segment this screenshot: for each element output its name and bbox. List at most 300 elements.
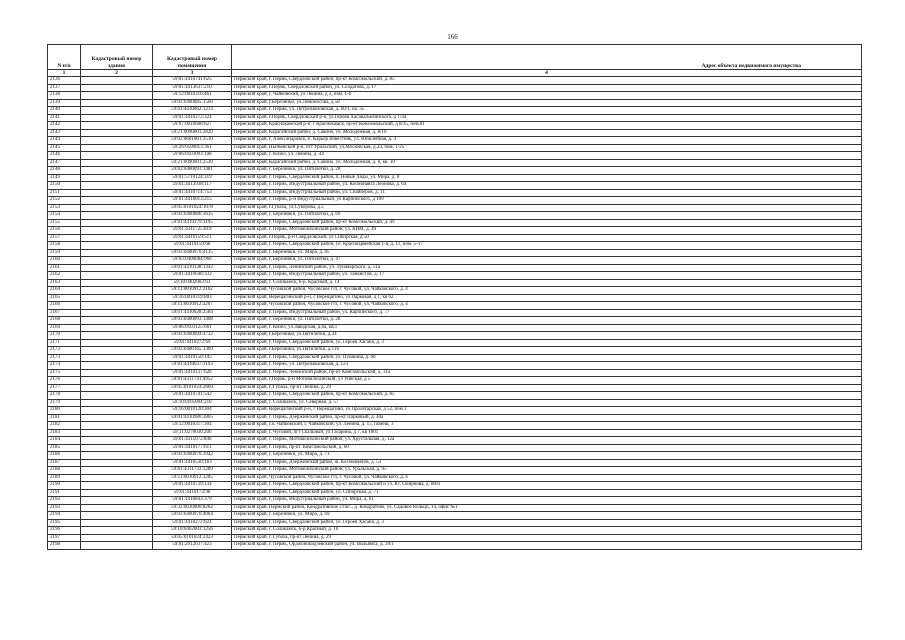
- table-row: [48, 189, 862, 197]
- row-number: 2180: [48, 407, 81, 415]
- address-cell: Пермский край, г. Пермь, Свердловский район, ул. Сибирская, д. 71: [232, 489, 862, 497]
- premises-cadastral-cell: 59:01:4410628:2584: [153, 309, 232, 317]
- row-number: 2184: [48, 437, 81, 445]
- building-cadastral-cell: [81, 534, 153, 542]
- address-cell: Пермский край, г.Пермь, Свердловский район, ул. Солдатова, д. 17: [232, 84, 862, 92]
- row-number: 2185: [48, 444, 81, 452]
- table-row: [48, 242, 862, 250]
- table-row: [48, 437, 862, 445]
- address-cell: Пермский край, г. Пермь, Дзержинский район, пр-кт Парковый, д. 40а: [232, 414, 862, 422]
- table-row: [48, 197, 862, 205]
- row-number: 2190: [48, 482, 81, 490]
- row-number: 2196: [48, 527, 81, 535]
- table-row: [48, 287, 862, 295]
- column-number-row: [48, 70, 862, 77]
- table-row: [48, 182, 862, 190]
- premises-cadastral-cell: 59:03:0400084:966: [153, 257, 232, 265]
- table-row: [48, 362, 862, 370]
- table-header: [48, 45, 862, 77]
- address-cell: Пермский край, Карагайский район, д. Савино, ул. Молодежная, д. 8, кв. 10: [232, 159, 862, 167]
- building-cadastral-cell: [81, 257, 153, 265]
- address-cell: Пермский край, Верещагинский р-н, г Верещагино, ул Парковая, д 1, кв 62: [232, 294, 862, 302]
- premises-cadastral-cell: 59:01:4410986:3865: [153, 414, 232, 422]
- premises-cadastral-cell: 59:21:0090001:2820: [153, 129, 232, 137]
- premises-cadastral-cell: 59:05:0101024:2669: [153, 384, 232, 392]
- building-cadastral-cell: [81, 392, 153, 400]
- address-cell: Пермский край, г.о. Чайковский, г. Чайковский, ул. Ленина, д. 15, помещ. 3: [232, 422, 862, 430]
- building-cadastral-cell: [81, 399, 153, 407]
- building-cadastral-cell: [81, 362, 153, 370]
- table-row: [48, 174, 862, 182]
- premises-cadastral-cell: 59:03:0400076:4135: [153, 249, 232, 257]
- address-cell: Пермский край, г. Пермь, Ленинский район, ул. Луначарского, д. 51а: [232, 264, 862, 272]
- row-number: 2140: [48, 107, 81, 115]
- building-cadastral-cell: [81, 347, 153, 355]
- building-cadastral-cell: [81, 467, 153, 475]
- table-row: [48, 339, 862, 347]
- table-row: [48, 347, 862, 355]
- address-cell: Пермский край, г. Березники, ул. Мира, д. 85: [232, 249, 862, 257]
- premises-cadastral-cell: 59:01:4410173:98: [153, 489, 232, 497]
- table-row: [48, 317, 862, 325]
- premises-cadastral-cell: 59:10:0402003:1256: [153, 527, 232, 535]
- table-row: [48, 279, 862, 287]
- premises-cadastral-cell: 59:01:4410530:183: [153, 459, 232, 467]
- table-row: [48, 489, 862, 497]
- table-row: [48, 129, 862, 137]
- address-cell: Пермский край, г. Березники, ул. Пятилетки, д. 69: [232, 212, 862, 220]
- address-cell: Пермский край, г. Соликамск, ул. Северная, д. 57: [232, 399, 862, 407]
- table-row: [48, 257, 862, 265]
- header-address: Адрес объекта недвижимого имущества: [232, 45, 862, 70]
- table-row: [48, 272, 862, 280]
- building-cadastral-cell: [81, 429, 153, 437]
- table-row: [48, 264, 862, 272]
- row-number: 2174: [48, 362, 81, 370]
- table-row: [48, 227, 862, 235]
- building-cadastral-cell: [81, 512, 153, 520]
- premises-cadastral-cell: 59:03:0400085:1560: [153, 99, 232, 107]
- building-cadastral-cell: [81, 377, 153, 385]
- table-row: [48, 294, 862, 302]
- row-number: 2178: [48, 392, 81, 400]
- premises-cadastral-cell: 59:01:4410037:1193: [153, 362, 232, 370]
- table-row: [48, 324, 862, 332]
- row-number: 2198: [48, 542, 81, 550]
- table-row: [48, 114, 862, 122]
- address-cell: Пермский край, Верещагинский р-н, г Верещагино, ул Пролетарская, д 52, пом 3: [232, 407, 862, 415]
- building-cadastral-cell: [81, 99, 153, 107]
- table-row: [48, 204, 862, 212]
- building-cadastral-cell: [81, 324, 153, 332]
- table-row: [48, 392, 862, 400]
- building-cadastral-cell: [81, 204, 153, 212]
- column-number: 2: [81, 70, 153, 77]
- building-cadastral-cell: [81, 219, 153, 227]
- address-cell: Пермский край, Чусовской район, Чусовское г/п, г. Чусовой, ул. Чайковского, д. 4: [232, 302, 862, 310]
- building-cadastral-cell: [81, 189, 153, 197]
- premises-cadastral-cell: 59:07:0010608:827: [153, 122, 232, 130]
- premises-cadastral-cell: 59:03:0400165:3369: [153, 347, 232, 355]
- premises-cadastral-cell: 59:02:0601001:2510: [153, 137, 232, 145]
- building-cadastral-cell: [81, 497, 153, 505]
- table-row: [48, 309, 862, 317]
- address-cell: Пермский край, г. Пермь, Свердловский район, ул. Пушкина, д. 60: [232, 354, 862, 362]
- building-cadastral-cell: [81, 249, 153, 257]
- table-row: [48, 369, 862, 377]
- building-cadastral-cell: [81, 197, 153, 205]
- row-number: 2189: [48, 474, 81, 482]
- page-number: 166: [447, 33, 458, 41]
- premises-cadastral-cell: 59:11:0010912:3207: [153, 302, 232, 310]
- building-cadastral-cell: [81, 369, 153, 377]
- row-number: 2143: [48, 129, 81, 137]
- premises-cadastral-cell: 59:01:4410741:625: [153, 77, 232, 85]
- premises-cadastral-cell: 59:01:4311725:819: [153, 227, 232, 235]
- address-cell: Пермский край, г. Березники, ул. Пятилетки, д. 28: [232, 317, 862, 325]
- table-row: [48, 519, 862, 527]
- address-cell: Пермский край, г. Березники, ул. Мира, д. 71: [232, 452, 862, 460]
- building-cadastral-cell: [81, 527, 153, 535]
- row-number: 2153: [48, 204, 81, 212]
- address-cell: Пермский край, г. Соликамск, б-р Красный, д. 10: [232, 527, 862, 535]
- address-cell: Пермский край, г. Пермь, Свердловский район, пр-кт Комсомольский и ул. Ю. Смирнова, д. 80/6: [232, 482, 862, 490]
- premises-cadastral-cell: 59:01:4410179:1195: [153, 219, 232, 227]
- table-row: [48, 122, 862, 130]
- row-number: 2138: [48, 92, 81, 100]
- row-number: 2159: [48, 249, 81, 257]
- building-cadastral-cell: [81, 84, 153, 92]
- building-cadastral-cell: [81, 519, 153, 527]
- row-number: 2194: [48, 512, 81, 520]
- row-number: 2171: [48, 339, 81, 347]
- address-cell: Пермский край, г. Пермь, Мотовилихинский район, ул. Уральская, д. 95: [232, 467, 862, 475]
- address-cell: Пермский край, г.Пермь, р-н Свердловский, ул Сибирская, д 50: [232, 234, 862, 242]
- row-number: 2188: [48, 467, 81, 475]
- row-number: 2160: [48, 257, 81, 265]
- row-number: 2142: [48, 122, 81, 130]
- address-cell: Пермский край, г.Березники, ул.Пятилетки, д.34: [232, 332, 862, 340]
- table-row: [48, 212, 862, 220]
- header-premises-cadastral: Кадастровый номер помещения: [153, 45, 232, 70]
- building-cadastral-cell: [81, 504, 153, 512]
- address-cell: Пермский край, г. Чусовой, пгт Скальный, ул Гагарина, д 7, кв 1001: [232, 429, 862, 437]
- building-cadastral-cell: [81, 272, 153, 280]
- building-cadastral-cell: [81, 294, 153, 302]
- row-number: 2157: [48, 234, 81, 242]
- premises-cadastral-cell: 59:01:4410739:134: [153, 482, 232, 490]
- row-number: 2186: [48, 452, 81, 460]
- premises-cadastral-cell: 59:12:0010317:304: [153, 422, 232, 430]
- building-cadastral-cell: [81, 212, 153, 220]
- premises-cadastral-cell: 59:26:0590013:361: [153, 144, 232, 152]
- address-cell: Пермский край, г.Пермь, р-н Мотовилихинский, ул Уинская, д 5: [232, 377, 862, 385]
- address-cell: Пермский край, Чусовской район, Чусовское г/п, г. Чусовой, ул. Чайковского, д. 4: [232, 474, 862, 482]
- building-cadastral-cell: [81, 309, 153, 317]
- address-cell: Пермский край, г. Губаха, пр-кт Ленина, д. 29: [232, 384, 862, 392]
- row-number: 2158: [48, 242, 81, 250]
- address-cell: Пермский край, г. Соликамск, б-р. Красный, д. 14: [232, 279, 862, 287]
- table-body: [48, 77, 862, 550]
- header-num: N п/п: [48, 45, 81, 70]
- building-cadastral-cell: [81, 384, 153, 392]
- premises-cadastral-cell: 59:03:0400093:1481: [153, 167, 232, 175]
- row-number: 2179: [48, 399, 81, 407]
- address-cell: Пермский край, г. Пермь, Свердловский район, ул. Героев Хасана, д. 3: [232, 339, 862, 347]
- row-number: 2136: [48, 77, 81, 85]
- row-number: 2168: [48, 317, 81, 325]
- table-row: [48, 354, 862, 362]
- premises-cadastral-cell: 59:01:4311741:4952: [153, 377, 232, 385]
- building-cadastral-cell: [81, 287, 153, 295]
- premises-cadastral-cell: 59:03:0400076:4064: [153, 512, 232, 520]
- table-row: [48, 399, 862, 407]
- building-cadastral-cell: [81, 317, 153, 325]
- row-number: 2175: [48, 369, 81, 377]
- address-cell: Пермский край, г. Пермь, пр-кт. Комсомольский, д. 60: [232, 444, 862, 452]
- row-number: 2151: [48, 189, 81, 197]
- column-number: 4: [232, 70, 862, 77]
- address-cell: Пермский край, г. Пермь, Свердловский район, пр-кт Комсомольский, д. 49: [232, 219, 862, 227]
- address-cell: Пермский край, г. Губаха, пр-кт Ленина, д. 29: [232, 534, 862, 542]
- premises-cadastral-cell: 59:16:0010120:304: [153, 407, 232, 415]
- address-cell: Пермский край, г.Березники, ул.Ломоносова, д.58: [232, 99, 862, 107]
- table-row: [48, 77, 862, 85]
- table-row: [48, 467, 862, 475]
- premises-cadastral-cell: 59:01:4410648:332: [153, 272, 232, 280]
- building-cadastral-cell: [81, 452, 153, 460]
- address-cell: Пермский край, Чусовской район, Чусовское г/п, г. Чусовой, ул. Чайковского, д. 4: [232, 287, 862, 295]
- address-cell: Пермский край, г. Березники, ул. Пятилетки, д. 47: [232, 257, 862, 265]
- address-cell: Пермский край, г. Пермь, Индустриальный район, ул. Мира, д. 61: [232, 497, 862, 505]
- premises-cadastral-cell: 59:01:4410137:628: [153, 369, 232, 377]
- premises-cadastral-cell: 59:03:0400086:3635: [153, 212, 232, 220]
- table-row: [48, 302, 862, 310]
- row-number: 2146: [48, 152, 81, 160]
- building-cadastral-cell: [81, 264, 153, 272]
- row-number: 2164: [48, 287, 81, 295]
- table-row: [48, 534, 862, 542]
- building-cadastral-cell: [81, 129, 153, 137]
- premises-cadastral-cell: 59:01:4413938:117: [153, 182, 232, 190]
- table-row: [48, 422, 862, 430]
- premises-cadastral-cell: 59:01:4311732:1289: [153, 467, 232, 475]
- table-row: [48, 332, 862, 340]
- building-cadastral-cell: [81, 482, 153, 490]
- premises-cadastral-cell: 59:03:0400076:3942: [153, 452, 232, 460]
- table-row: [48, 444, 862, 452]
- table-row: [48, 377, 862, 385]
- table-row: [48, 512, 862, 520]
- table-row: [48, 167, 862, 175]
- table-row: [48, 384, 862, 392]
- row-number: 2182: [48, 422, 81, 430]
- row-number: 2154: [48, 212, 81, 220]
- premises-cadastral-cell: 59:01:4413637:210: [153, 84, 232, 92]
- table-row: [48, 497, 862, 505]
- building-cadastral-cell: [81, 152, 153, 160]
- address-cell: Пермский край, г. Пермь, Орджоникидзевский район, ул. Вильямса, д. 20/1: [232, 542, 862, 550]
- address-cell: Пермский край, г. Пермь, Ленинский район, пр-кт Комсомольский, д. 31а: [232, 369, 862, 377]
- premises-cadastral-cell: 59:01:4410843:379: [153, 497, 232, 505]
- premises-cadastral-cell: 59:32:0630006:8282: [153, 504, 232, 512]
- premises-cadastral-cell: 59:01:4410177:611: [153, 444, 232, 452]
- table-row: [48, 542, 862, 550]
- table-row: [48, 152, 862, 160]
- building-cadastral-cell: [81, 144, 153, 152]
- table-row: [48, 159, 862, 167]
- row-number: 2191: [48, 489, 81, 497]
- property-register-table: [47, 44, 862, 550]
- table-row: [48, 527, 862, 535]
- building-cadastral-cell: [81, 354, 153, 362]
- row-number: 2148: [48, 167, 81, 175]
- row-number: 2161: [48, 264, 81, 272]
- building-cadastral-cell: [81, 542, 153, 550]
- building-cadastral-cell: [81, 182, 153, 190]
- building-cadastral-cell: [81, 242, 153, 250]
- address-cell: Пермский край, г. Кизел, ул. Ленина, д. 44: [232, 152, 862, 160]
- row-number: 2144: [48, 137, 81, 145]
- address-cell: Пермский край, Пермский район, Кондратовское с/пос., д. Кондратово, ул. Садовое Кольцо, 14, офис №1: [232, 504, 862, 512]
- address-cell: Пермский край, г. Пермь, Индустриальный район, ул. Космонавта Леонова, д. 64: [232, 182, 862, 190]
- premises-cadastral-cell: 59:01:4410159:68: [153, 242, 232, 250]
- row-number: 2162: [48, 272, 81, 280]
- address-cell: Пермский край, г.Губаха, ул.Суворова, д.5: [232, 204, 862, 212]
- premises-cadastral-cell: 59:11:0270030:206: [153, 429, 232, 437]
- column-number: 1: [48, 70, 81, 77]
- row-number: 2166: [48, 302, 81, 310]
- column-number: 3: [153, 70, 232, 77]
- address-cell: Пермский край, Краснокамский р-н, г Краснокамск, пр-кт Комсомольский, д 8/35, пом.81: [232, 122, 862, 130]
- row-number: 2183: [48, 429, 81, 437]
- address-cell: Пермский край, г. Пермь, Индустриальный район, ул. Карпинского, д. 77: [232, 309, 862, 317]
- building-cadastral-cell: [81, 167, 153, 175]
- building-cadastral-cell: [81, 339, 153, 347]
- building-cadastral-cell: [81, 234, 153, 242]
- building-cadastral-cell: [81, 122, 153, 130]
- row-number: 2167: [48, 309, 81, 317]
- row-number: 2192: [48, 497, 81, 505]
- premises-cadastral-cell: 59:10:0105004:218: [153, 399, 232, 407]
- address-cell: Пермский край, г. Березники, ул. Пятилетки, д. 28: [232, 167, 862, 175]
- building-cadastral-cell: [81, 77, 153, 85]
- table-row: [48, 414, 862, 422]
- premises-cadastral-cell: 59:01:4311072:846: [153, 437, 232, 445]
- premises-cadastral-cell: 59:01:2912637:423: [153, 542, 232, 550]
- table-row: [48, 504, 862, 512]
- address-cell: Пермский край, г. Пермь, Свердловский район, пр-кт Комсомольский, д. 85: [232, 77, 862, 85]
- table-row: [48, 137, 862, 145]
- address-cell: Пермский край, г. Пермь, Мотовилихинский район, ул. Хрустальная, д. 12а: [232, 437, 862, 445]
- row-number: 2163: [48, 279, 81, 287]
- row-number: 2172: [48, 347, 81, 355]
- row-number: 2193: [48, 504, 81, 512]
- row-number: 2141: [48, 114, 81, 122]
- building-cadastral-cell: [81, 422, 153, 430]
- row-number: 2147: [48, 159, 81, 167]
- premises-cadastral-cell: 59:01:4410138:1342: [153, 264, 232, 272]
- building-cadastral-cell: [81, 227, 153, 235]
- table-row: [48, 482, 862, 490]
- row-number: 2187: [48, 459, 81, 467]
- row-number: 2137: [48, 84, 81, 92]
- row-number: 2139: [48, 99, 81, 107]
- row-number: 2177: [48, 384, 81, 392]
- row-number: 2173: [48, 354, 81, 362]
- row-number: 2197: [48, 534, 81, 542]
- premises-cadastral-cell: 59:01:4410150:145: [153, 354, 232, 362]
- table-row: [48, 107, 862, 115]
- building-cadastral-cell: [81, 92, 153, 100]
- address-cell: Пермский край, г. Березники, ул. Мира, д. 69: [232, 512, 862, 520]
- premises-cadastral-cell: 59:01:4416013:215: [153, 197, 232, 205]
- table-row: [48, 429, 862, 437]
- row-number: 2156: [48, 227, 81, 235]
- building-cadastral-cell: [81, 489, 153, 497]
- address-cell: Пермский край, г.Березники, ул.Пятилетки, д.116: [232, 347, 862, 355]
- building-cadastral-cell: [81, 437, 153, 445]
- row-number: 2150: [48, 182, 81, 190]
- premises-cadastral-cell: 59:12:0010316:461: [153, 92, 232, 100]
- building-cadastral-cell: [81, 159, 153, 167]
- row-number: 2169: [48, 324, 81, 332]
- premises-cadastral-cell: 59:01:4410159:511: [153, 234, 232, 242]
- building-cadastral-cell: [81, 137, 153, 145]
- premises-cadastral-cell: 59:10:0402003:61: [153, 279, 232, 287]
- building-cadastral-cell: [81, 474, 153, 482]
- address-cell: Пермский край, г. Пермь, ул. Петропавловская, д. 123: [232, 362, 862, 370]
- address-cell: Пермский край, г.Пермь, Свердловский р-н, ул Героев Хасана/Белинского, д 1/44: [232, 114, 862, 122]
- premises-cadastral-cell: 59:01:4410272:69: [153, 339, 232, 347]
- building-cadastral-cell: [81, 407, 153, 415]
- address-cell: Пермский край, г. Пермь, ул. Петропавловская, д. 60/1, кв. 35: [232, 107, 862, 115]
- table-row: [48, 99, 862, 107]
- premises-cadastral-cell: 59:03:0400093:1408: [153, 317, 232, 325]
- table-row: [48, 234, 862, 242]
- row-number: 2152: [48, 197, 81, 205]
- premises-cadastral-cell: 59:01:4410741:542: [153, 392, 232, 400]
- premises-cadastral-cell: 59:01:4410272:824: [153, 519, 232, 527]
- address-cell: Пермский край, г. Пермь, Свердловский район, пр-кт Комсомольский, д. 85: [232, 392, 862, 400]
- row-number: 2195: [48, 519, 81, 527]
- table-row: [48, 92, 862, 100]
- address-cell: Пермский край, г. Кизел, ул.Заводская, д.6а, кв.1: [232, 324, 862, 332]
- premises-cadastral-cell: 59:05:0101024:2423: [153, 534, 232, 542]
- premises-cadastral-cell: 59:06:0103125:661: [153, 324, 232, 332]
- premises-cadastral-cell: 59:01:4410714:753: [153, 189, 232, 197]
- premises-cadastral-cell: 59:03:0400094:4732: [153, 332, 232, 340]
- table-row: [48, 144, 862, 152]
- address-cell: Пермский край, Карагайский район, д. Савино, ул. Молодежная, д. 8/10: [232, 129, 862, 137]
- premises-cadastral-cell: 59:16:0010319:803: [153, 294, 232, 302]
- premises-cadastral-cell: 59:06:0103093:108: [153, 152, 232, 160]
- building-cadastral-cell: [81, 174, 153, 182]
- row-number: 2181: [48, 414, 81, 422]
- premises-cadastral-cell: 59:05:0101024:1078: [153, 204, 232, 212]
- building-cadastral-cell: [81, 114, 153, 122]
- premises-cadastral-cell: 59:21:0090001:2530: [153, 159, 232, 167]
- row-number: 2176: [48, 377, 81, 385]
- address-cell: Пермский край, г. Пермь, Свердловский район, ул. Героев Хасана, д. 3: [232, 519, 862, 527]
- address-cell: Пермский край, г. Пермь, Индустриальный район, ул. Танкистов, д. 17: [232, 272, 862, 280]
- row-number: 2149: [48, 174, 81, 182]
- header-row: [48, 45, 862, 70]
- building-cadastral-cell: [81, 444, 153, 452]
- premises-cadastral-cell: 59:01:4410062:1214: [153, 107, 232, 115]
- premises-cadastral-cell: 59:11:0010912:3205: [153, 474, 232, 482]
- building-cadastral-cell: [81, 279, 153, 287]
